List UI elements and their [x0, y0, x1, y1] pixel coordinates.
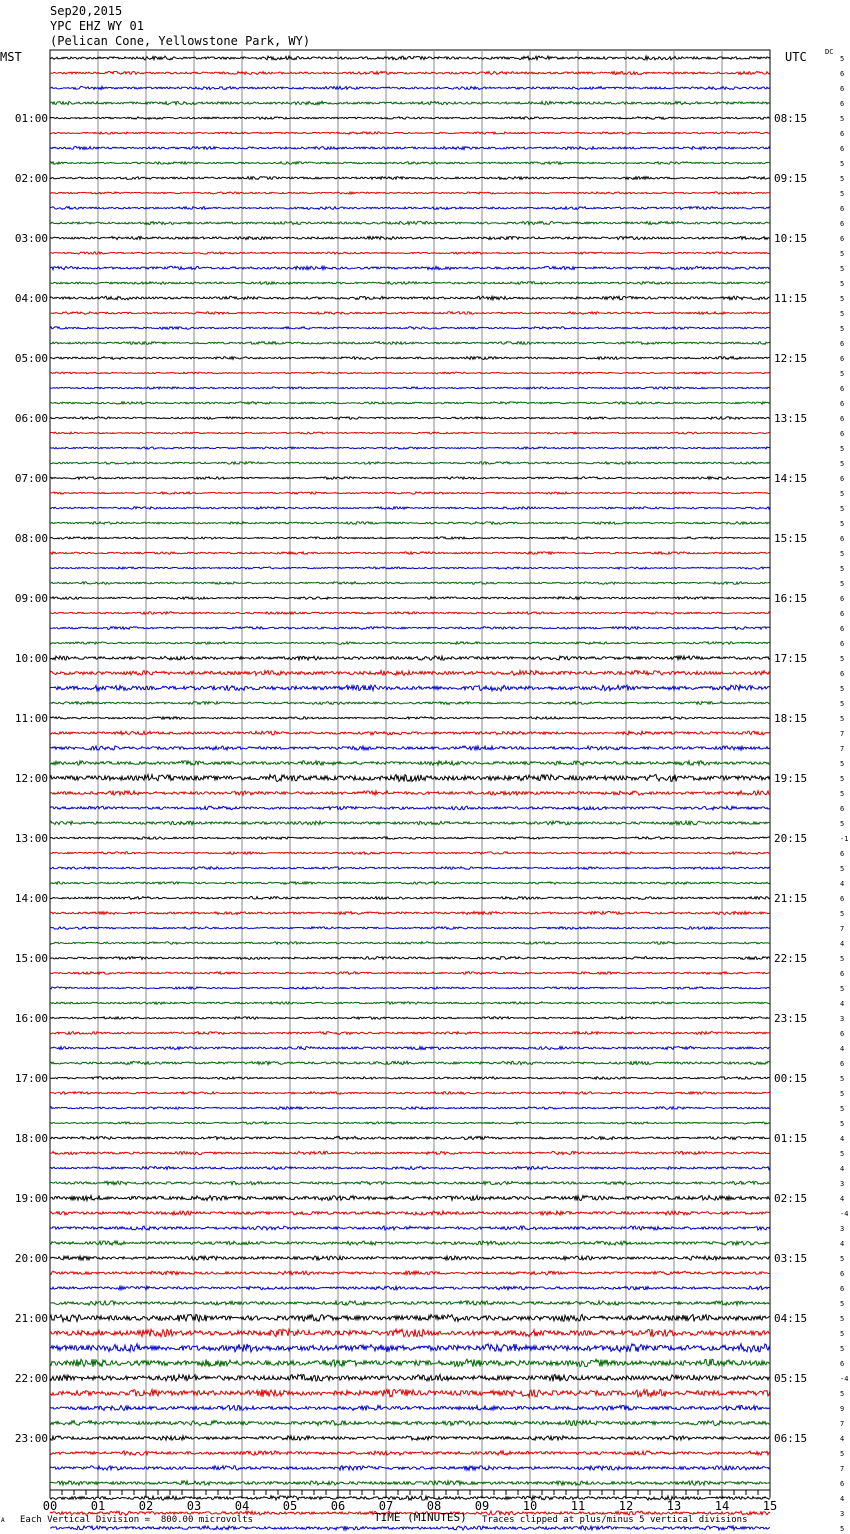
- utc-hour-label: 16:15: [774, 592, 808, 605]
- mst-hour-label: 03:00: [14, 232, 48, 245]
- trace-line: [50, 342, 770, 345]
- trace-line: [50, 492, 770, 494]
- dc-offset-label: 5: [840, 1315, 845, 1323]
- utc-hour-label: 02:15: [774, 1192, 808, 1205]
- dc-offset-label: 4: [840, 1195, 845, 1203]
- trace-line: [50, 101, 770, 105]
- utc-hour-label: 10:15: [774, 232, 808, 245]
- dc-offset-label: 5: [840, 985, 845, 993]
- dc-offset-label: 5: [840, 715, 845, 723]
- dc-offset-label: 6: [840, 670, 845, 678]
- trace-line: [50, 942, 770, 945]
- trace-line: [50, 1077, 770, 1080]
- trace-line: [50, 1195, 770, 1200]
- dc-offset-label: -1: [840, 835, 849, 843]
- trace-line: [50, 522, 770, 525]
- utc-hour-label: 15:15: [774, 532, 808, 545]
- trace-line: [50, 117, 770, 120]
- mst-hour-label: 14:00: [14, 892, 48, 905]
- dc-offset-label: 5: [840, 295, 845, 303]
- trace-line: [50, 177, 770, 180]
- trace-line: [50, 867, 770, 870]
- dc-offset-label: 5: [840, 175, 845, 183]
- trace-line: [50, 731, 770, 735]
- trace-line: [50, 1421, 770, 1426]
- trace-line: [50, 897, 770, 900]
- trace-line: [50, 1526, 770, 1530]
- dc-offset-label: 7: [840, 1420, 845, 1428]
- dc-offset-label: 5: [840, 1345, 845, 1353]
- trace-line: [50, 432, 770, 434]
- station-location: (Pelican Cone, Yellowstone Park, WY): [50, 34, 311, 48]
- dc-offset-label: 6: [840, 625, 845, 633]
- trace-line: [50, 1181, 770, 1185]
- utc-hour-label: 12:15: [774, 352, 808, 365]
- dc-offset-label: 5: [840, 790, 845, 798]
- x-tick-label: 09: [474, 1499, 490, 1513]
- trace-line: [50, 627, 770, 630]
- x-tick-label: 10: [522, 1499, 538, 1513]
- trace-line: [50, 1092, 770, 1095]
- dc-offset-label: 4: [840, 1165, 845, 1173]
- mst-hour-label: 21:00: [14, 1312, 48, 1325]
- dc-offset-label: 4: [840, 880, 845, 888]
- trace-line: [50, 252, 770, 254]
- trace-line: [50, 1122, 770, 1124]
- dc-offset-label: 4: [840, 1435, 845, 1443]
- mst-hour-label: 07:00: [14, 472, 48, 485]
- trace-line: [50, 1032, 770, 1035]
- dc-offset-label: 5: [840, 490, 845, 498]
- dc-offset-label: 6: [840, 640, 845, 648]
- trace-line: [50, 1241, 770, 1245]
- trace-line: [50, 192, 770, 194]
- mst-hour-label: 01:00: [14, 112, 48, 125]
- utc-hour-label: 06:15: [774, 1432, 808, 1445]
- dc-offset-label: 6: [840, 1030, 845, 1038]
- dc-offset-label: 5: [840, 565, 845, 573]
- dc-offset-label: 6: [840, 70, 845, 78]
- dc-offset-label: 5: [840, 370, 845, 378]
- utc-hour-label: 13:15: [774, 412, 808, 425]
- trace-line: [50, 71, 770, 74]
- trace-line: [50, 477, 770, 480]
- dc-offset-label: 6: [840, 100, 845, 108]
- trace-line: [50, 86, 770, 89]
- mst-hour-label: 06:00: [14, 412, 48, 425]
- trace-line: [50, 1256, 770, 1260]
- utc-hour-label: 08:15: [774, 112, 808, 125]
- trace-line: [50, 927, 770, 930]
- utc-hour-label: 04:15: [774, 1312, 808, 1325]
- utc-hour-label: 17:15: [774, 652, 808, 665]
- utc-hour-label: 05:15: [774, 1372, 808, 1385]
- trace-line: [50, 612, 770, 615]
- dc-offset-label: 5: [840, 1330, 845, 1338]
- dc-offset-label: 5: [840, 955, 845, 963]
- trace-line: [50, 1211, 770, 1215]
- dc-offset-label: 5: [840, 310, 845, 318]
- mst-hour-label: 12:00: [14, 772, 48, 785]
- trace-line: [50, 1107, 770, 1110]
- dc-offset-label: 6: [840, 1360, 845, 1368]
- trace-line: [50, 296, 770, 300]
- trace-line: [50, 357, 770, 360]
- dc-offset-label: 6: [840, 850, 845, 858]
- dc-offset-label: 5: [840, 115, 845, 123]
- trace-line: [50, 207, 770, 210]
- trace-line: [50, 702, 770, 705]
- x-tick-label: 15: [762, 1499, 778, 1513]
- seismic-traces: [50, 56, 770, 1534]
- trace-line: [50, 537, 770, 539]
- trace-line: [50, 791, 770, 795]
- x-tick-label: 01: [90, 1499, 106, 1513]
- trace-line: [50, 685, 770, 691]
- trace-line: [50, 1271, 770, 1275]
- dc-offset-label: 5: [840, 1090, 845, 1098]
- dc-offset-label: 5: [840, 700, 845, 708]
- dc-offset-label: 5: [840, 1120, 845, 1128]
- trace-line: [50, 56, 770, 60]
- mst-hour-label: 17:00: [14, 1072, 48, 1085]
- dc-offset-label: -4: [840, 1375, 849, 1383]
- trace-line: [50, 957, 770, 960]
- x-tick-label: 03: [186, 1499, 202, 1513]
- dc-offset-label: 7: [840, 730, 845, 738]
- dc-offset-label: 6: [840, 145, 845, 153]
- dc-offset-label: 7: [840, 925, 845, 933]
- mst-hour-label: 19:00: [14, 1192, 48, 1205]
- trace-line: [50, 987, 770, 989]
- trace-line: [50, 821, 770, 825]
- mst-hour-label: 04:00: [14, 292, 48, 305]
- dc-offset-label: 5: [840, 520, 845, 528]
- trace-line: [50, 1061, 770, 1064]
- dc-offset-label: -4: [840, 1210, 849, 1218]
- mst-hour-label: 23:00: [14, 1432, 48, 1445]
- dc-offset-label: 6: [840, 895, 845, 903]
- axis-labels: [15, 55, 849, 1534]
- dc-offset-label: 5: [840, 910, 845, 918]
- dc-offset-label: 5: [840, 1075, 845, 1083]
- trace-line: [50, 837, 770, 839]
- x-tick-label: 11: [570, 1499, 586, 1513]
- dc-offset-label: 5: [840, 1255, 845, 1263]
- trace-line: [50, 1389, 770, 1397]
- trace-line: [50, 1286, 770, 1290]
- trace-line: [50, 642, 770, 645]
- clip-note: Traces clipped at plus/minus 5 vertical divisions: [482, 1515, 748, 1525]
- dc-offset-label: 6: [840, 805, 845, 813]
- trace-line: [50, 1481, 770, 1485]
- dc-offset-label: 6: [840, 130, 845, 138]
- utc-hour-label: 20:15: [774, 832, 808, 845]
- mst-zone-label: MST: [0, 50, 22, 64]
- utc-hour-label: 09:15: [774, 172, 808, 185]
- dc-offset-label: 6: [840, 1270, 845, 1278]
- mst-hour-label: 05:00: [14, 352, 48, 365]
- dc-offset-label: 6: [840, 1285, 845, 1293]
- x-tick-label: 05: [282, 1499, 298, 1513]
- trace-line: [50, 1136, 770, 1139]
- mst-hour-label: 11:00: [14, 712, 48, 725]
- trace-line: [50, 312, 770, 315]
- trace-line: [50, 132, 770, 134]
- x-tick-label: 02: [138, 1499, 154, 1513]
- dc-offset-label: 5: [840, 1150, 845, 1158]
- trace-line: [50, 761, 770, 765]
- mst-hour-label: 13:00: [14, 832, 48, 845]
- dc-offset-label: 6: [840, 385, 845, 393]
- dc-offset-label: 5: [840, 655, 845, 663]
- trace-line: [50, 1046, 770, 1049]
- x-tick-label: 04: [234, 1499, 250, 1513]
- trace-line: [50, 597, 770, 600]
- trace-line: [50, 1017, 770, 1020]
- dc-offset-label: 6: [840, 595, 845, 603]
- trace-line: [50, 806, 770, 810]
- dc-offset-label: 5: [840, 1525, 845, 1533]
- x-axis: [43, 1490, 777, 1513]
- utc-hour-label: 19:15: [774, 772, 808, 785]
- trace-line: [50, 972, 770, 975]
- trace-line: [50, 1226, 770, 1230]
- dc-offset-label: 3: [840, 1015, 845, 1023]
- dc-offset-label: 6: [840, 235, 845, 243]
- dc-offset-label: 5: [840, 1105, 845, 1113]
- trace-line: [50, 1451, 770, 1455]
- trace-line: [50, 552, 770, 555]
- dc-offset-label: 5: [840, 580, 845, 588]
- dc-offset-label: 7: [840, 1465, 845, 1473]
- dc-offset-label: 9: [840, 1405, 845, 1413]
- dc-offset-label: 6: [840, 1480, 845, 1488]
- dc-offset-label: 6: [840, 220, 845, 228]
- dc-offset-label: 5: [840, 505, 845, 513]
- trace-line: [50, 282, 770, 285]
- dc-offset-label: 5: [840, 550, 845, 558]
- dc-offset-label: 5: [840, 1450, 845, 1458]
- x-tick-label: 06: [330, 1499, 346, 1513]
- dc-offset-label: 5: [840, 685, 845, 693]
- trace-line: [50, 567, 770, 569]
- dc-offset-label: 5: [840, 820, 845, 828]
- utc-hour-label: 23:15: [774, 1012, 808, 1025]
- dc-offset-label: 6: [840, 610, 845, 618]
- trace-line: [50, 1344, 770, 1352]
- dc-offset-label: 7: [840, 745, 845, 753]
- trace-line: [50, 417, 770, 420]
- dc-offset-label: 5: [840, 265, 845, 273]
- trace-line: [50, 447, 770, 449]
- dc-offset-label: 6: [840, 85, 845, 93]
- trace-line: [50, 1359, 770, 1367]
- mst-hour-label: 09:00: [14, 592, 48, 605]
- trace-line: [50, 1466, 770, 1470]
- x-tick-label: 00: [42, 1499, 58, 1513]
- dc-offset-label: 5: [840, 325, 845, 333]
- trace-line: [50, 1151, 770, 1154]
- dc-offset-label: 5: [840, 865, 845, 873]
- dc-offset-label: 6: [840, 340, 845, 348]
- dc-offset-label: 4: [840, 1240, 845, 1248]
- trace-line: [50, 387, 770, 389]
- mst-hour-label: 16:00: [14, 1012, 48, 1025]
- trace-line: [50, 1436, 770, 1440]
- trace-line: [50, 327, 770, 330]
- mst-hour-label: 15:00: [14, 952, 48, 965]
- utc-hour-label: 21:15: [774, 892, 808, 905]
- utc-hour-label: 22:15: [774, 952, 808, 965]
- dc-offset-label: 3: [840, 1225, 845, 1233]
- dc-offset-label: 5: [840, 775, 845, 783]
- utc-hour-label: 14:15: [774, 472, 808, 485]
- trace-line: [50, 146, 770, 149]
- x-axis-title: TIME (MINUTES): [374, 1511, 467, 1524]
- dc-offset-label: 4: [840, 1495, 845, 1503]
- dc-offset-label: 3: [840, 1510, 845, 1518]
- dc-offset-label: 4: [840, 1000, 845, 1008]
- scale-note: Each Vertical Division = 800.00 microvolts: [20, 1515, 253, 1525]
- station-code: YPC EHZ WY 01: [50, 19, 144, 33]
- dc-offset-label: 5: [840, 460, 845, 468]
- utc-hour-label: 11:15: [774, 292, 808, 305]
- trace-line: [50, 1002, 770, 1005]
- dc-offset-label: 6: [840, 970, 845, 978]
- dc-offset-label: 4: [840, 940, 845, 948]
- mst-hour-label: 22:00: [14, 1372, 48, 1385]
- dc-offset-label: 5: [840, 250, 845, 258]
- trace-line: [50, 266, 770, 269]
- trace-line: [50, 1405, 770, 1410]
- mst-hour-label: 02:00: [14, 172, 48, 185]
- utc-hour-label: 01:15: [774, 1132, 808, 1145]
- trace-line: [50, 221, 770, 224]
- dc-offset-label: 6: [840, 415, 845, 423]
- dc-offset-label: 3: [840, 1180, 845, 1188]
- dc-offset-label: 6: [840, 535, 845, 543]
- trace-line: [50, 656, 770, 660]
- dc-offset-label: 6: [840, 1060, 845, 1068]
- trace-line: [50, 402, 770, 405]
- dc-offset-label: 5: [840, 280, 845, 288]
- dc-offset-label: 6: [840, 400, 845, 408]
- dc-offset-label: 5: [840, 55, 845, 63]
- trace-line: [50, 1374, 770, 1381]
- x-tick-label: 07: [378, 1499, 394, 1513]
- dc-offset-label: 4: [840, 1135, 845, 1143]
- trace-line: [50, 1496, 770, 1500]
- trace-line: [50, 1329, 770, 1337]
- utc-hour-label: 18:15: [774, 712, 808, 725]
- trace-line: [50, 746, 770, 750]
- x-tick-label: 13: [666, 1499, 682, 1513]
- dc-offset-label: 5: [840, 445, 845, 453]
- dc-offset-label: 4: [840, 1045, 845, 1053]
- corner-mark: A: [1, 1517, 5, 1524]
- trace-line: [50, 507, 770, 510]
- x-tick-label: 14: [714, 1499, 730, 1513]
- x-tick-label: 08: [426, 1499, 442, 1513]
- mst-hour-label: 10:00: [14, 652, 48, 665]
- dc-offset-label: 6: [840, 355, 845, 363]
- dc-offset-label: 6: [840, 205, 845, 213]
- trace-line: [50, 775, 770, 782]
- trace-line: [50, 852, 770, 855]
- trace-line: [50, 1301, 770, 1305]
- trace-line: [50, 882, 770, 885]
- dc-offset-label: 6: [840, 430, 845, 438]
- utc-zone-label: UTC: [785, 50, 807, 64]
- x-tick-label: 12: [618, 1499, 634, 1513]
- dc-offset-label: 5: [840, 760, 845, 768]
- dc-column-label: DC: [825, 48, 834, 56]
- dc-offset-label: 6: [840, 475, 845, 483]
- trace-line: [50, 670, 770, 675]
- trace-line: [50, 1166, 770, 1169]
- trace-line: [50, 582, 770, 585]
- trace-line: [50, 462, 770, 465]
- utc-hour-label: 00:15: [774, 1072, 808, 1085]
- plot-date: Sep20,2015: [50, 4, 123, 18]
- mst-hour-label: 08:00: [14, 532, 48, 545]
- dc-offset-label: 5: [840, 1390, 845, 1398]
- dc-offset-label: 5: [840, 190, 845, 198]
- trace-line: [50, 236, 770, 239]
- mst-hour-label: 20:00: [14, 1252, 48, 1265]
- mst-hour-label: 18:00: [14, 1132, 48, 1145]
- trace-line: [50, 372, 770, 374]
- utc-hour-label: 03:15: [774, 1252, 808, 1265]
- trace-line: [50, 162, 770, 165]
- dc-offset-label: 5: [840, 160, 845, 168]
- trace-line: [50, 1314, 770, 1321]
- trace-line: [50, 911, 770, 914]
- dc-offset-label: 5: [840, 1300, 845, 1308]
- trace-line: [50, 717, 770, 719]
